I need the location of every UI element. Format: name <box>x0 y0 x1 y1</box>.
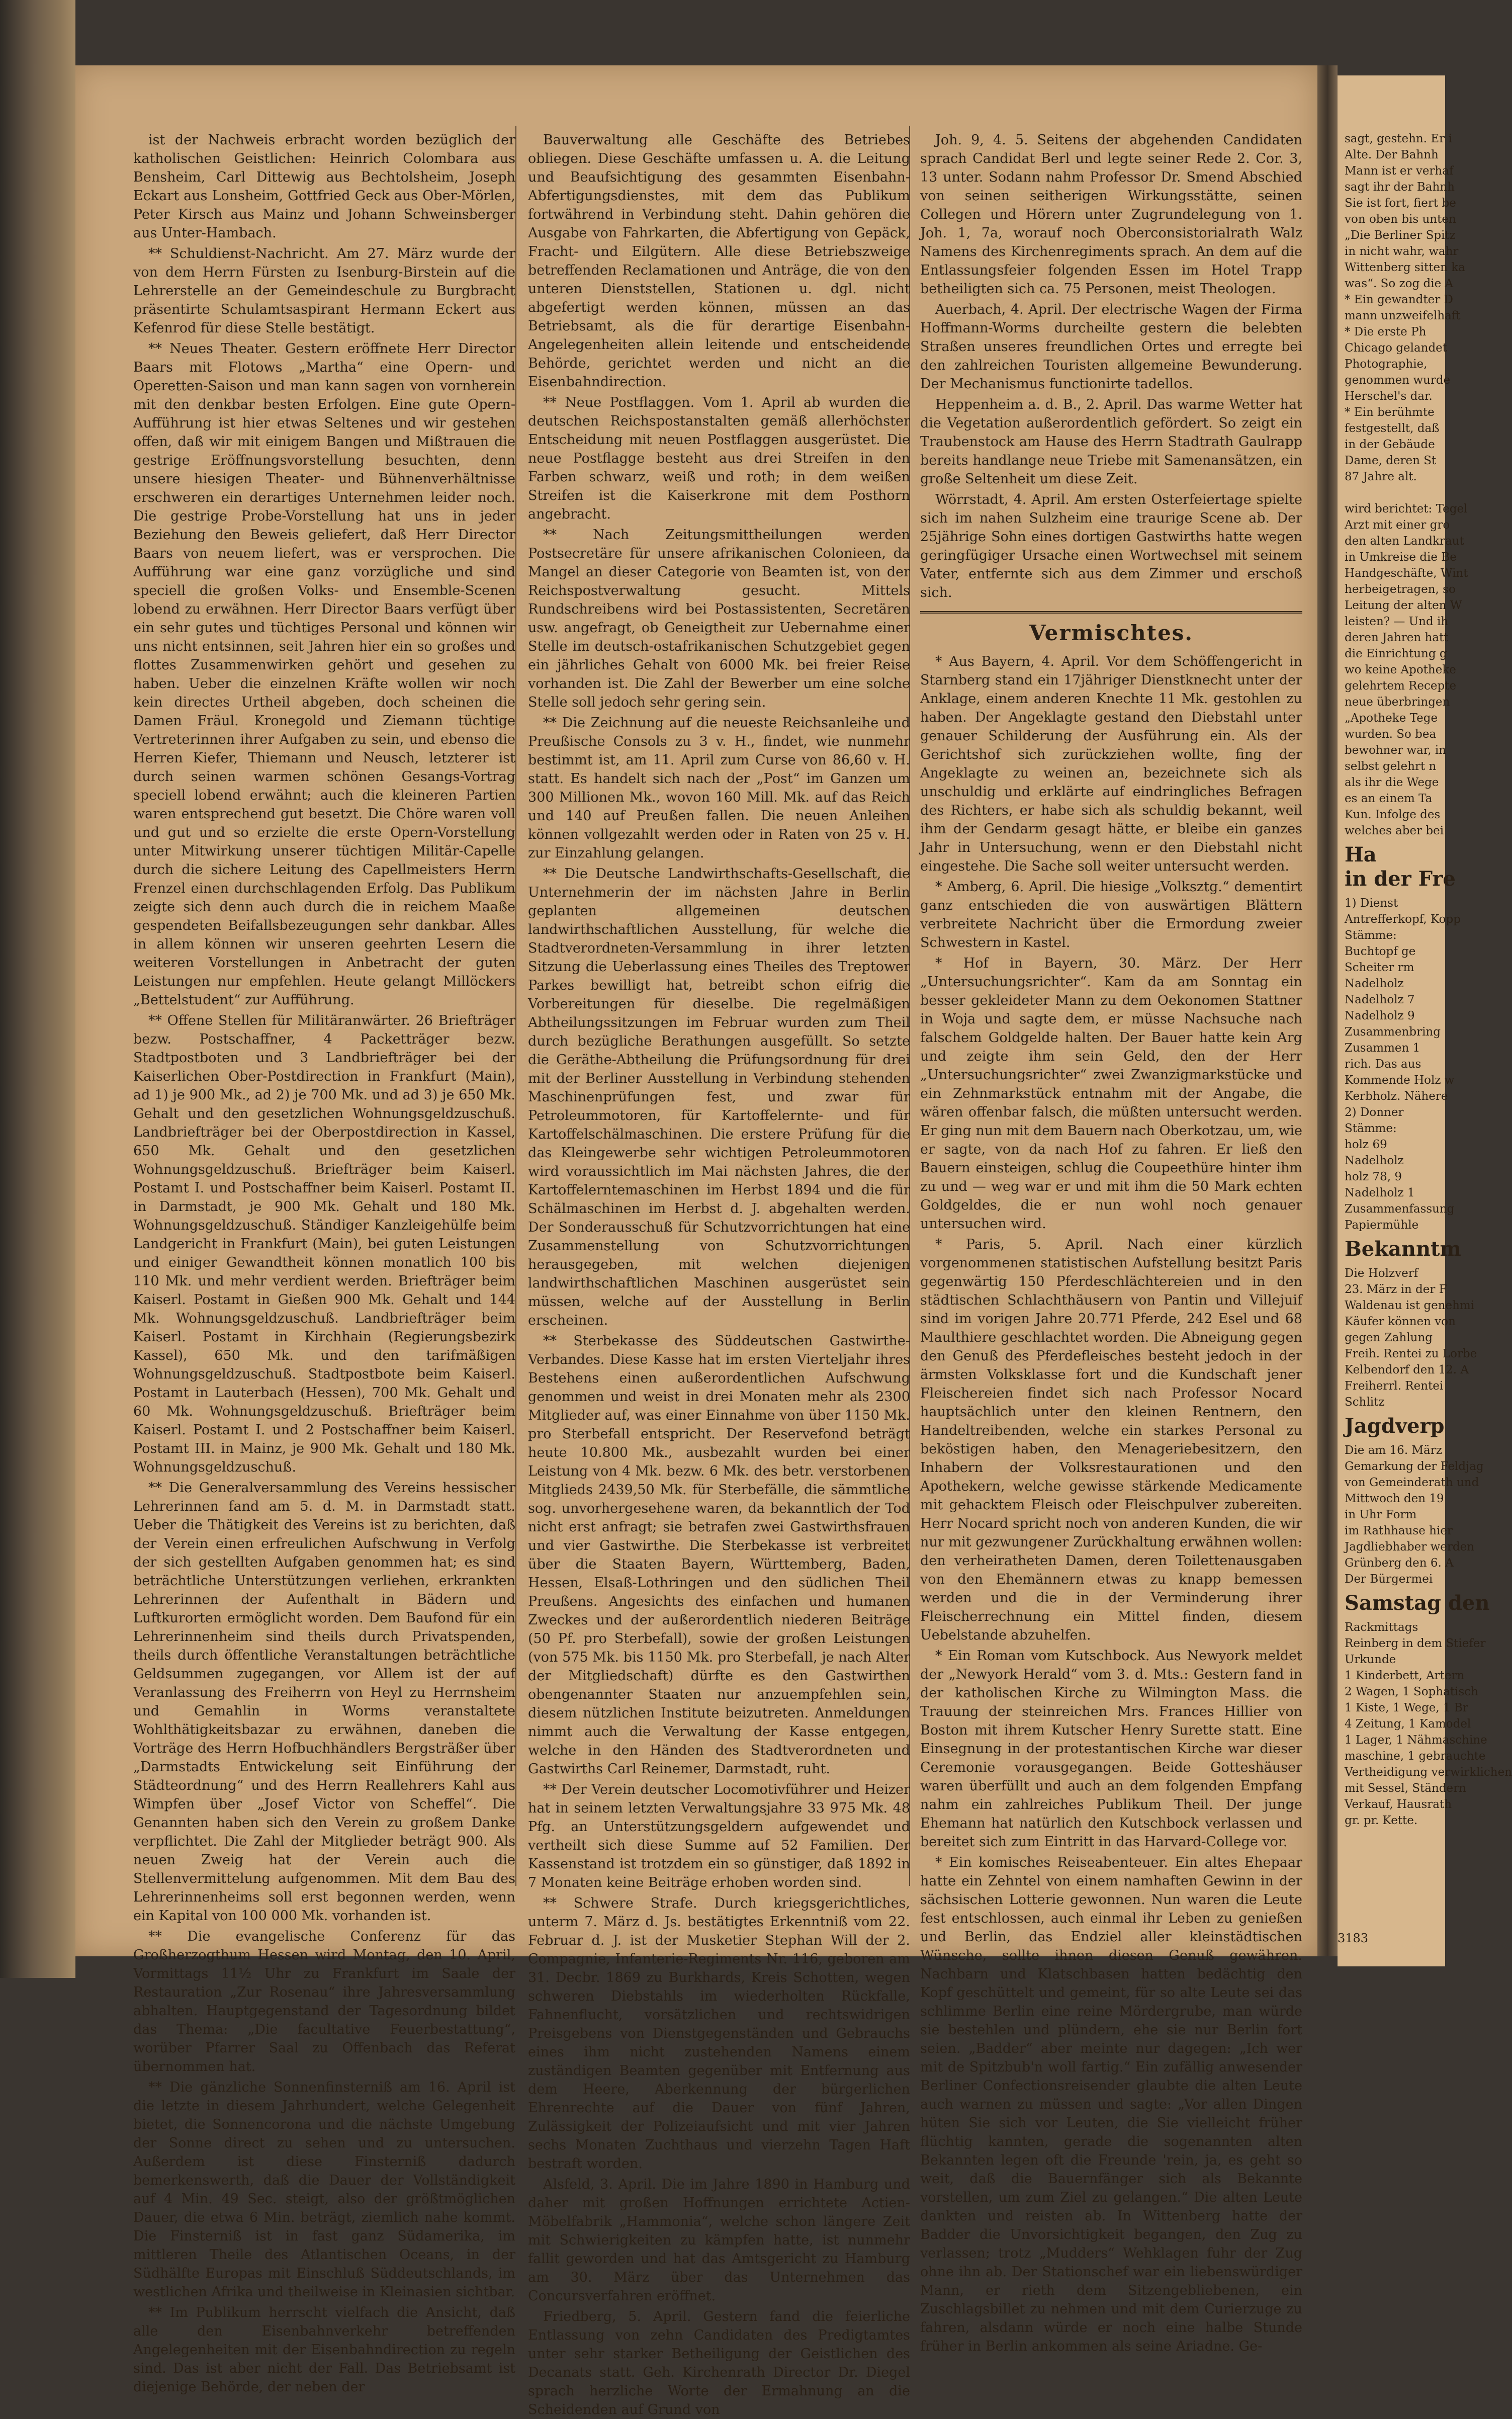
facing-page-line: Zusammenbring <box>1345 1025 1441 1039</box>
facing-page-line: Der Bürgermei <box>1345 1573 1433 1586</box>
facing-page-line: Jagdliebhaber werden <box>1345 1540 1475 1553</box>
facing-page-line: Waldenau ist genehmi <box>1345 1299 1475 1312</box>
facing-page-line: bewohner war, in <box>1345 744 1447 757</box>
facing-page-line: was“. So zog die A <box>1345 277 1454 290</box>
facing-page-line: „Apotheke Tege <box>1345 712 1438 725</box>
facing-page-line: Nadelholz 1 <box>1345 1186 1415 1199</box>
facing-page-line: Vertheidigung verwirklichen <box>1345 1766 1512 1779</box>
facing-page-line: Käufer können von <box>1345 1315 1456 1328</box>
facing-page-line: Jagdverp <box>1345 1414 1445 1438</box>
article-paragraph: * Ein Roman vom Kutschbock. Aus Newyork meldet der „Newyork Herald“ vom 3. d. Mts.: Gestern fand in der katholischen Kirche zu Wilmington Mass. die Trauung der steinreichen Mrs. Frances Hillier von Boston mit ihrem Kutscher Henry Surette statt. Eine Einsegnung in der protestantischen Kirche war dieser Ceremonie vorausgegangen. Beide Gotteshäuser waren überfüllt und auch an dem folgenden Empfang nahm ein zahlreiches Publikum Theil. Der junge Ehemann hat natürlich den Kutschbock verlassen und bereitet sich zum Eintritt in das Harvard-College vor. <box>920 1648 1302 1850</box>
facing-page-line: Ha <box>1345 843 1377 867</box>
facing-page-line: Arzt mit einer gro <box>1345 519 1450 532</box>
facing-page-line: 23. März in der F <box>1345 1283 1447 1296</box>
article-paragraph: ** Nach Zeitungsmittheilungen werden Postsecretäre für unsere afrikanischen Colonieen, da Mangel an dieser Categorie von Beamten ist, von der Reichspostverwaltung gesucht. Mittels Rundschreibens wird bei Postassistenten, Secretären usw. angefragt, ob Geneigtheit zur Uebernahme einer Stelle im deutsch-ostafrikanischen Schutzgebiet gegen ein jährliches Gehalt von 6000 Mk. bei freier Reise vorhanden ist. Die Zahl der Bewerber um eine solche Stelle soll jedoch sehr gering sein. <box>528 527 910 710</box>
facing-page-line: Nadelholz <box>1345 977 1404 990</box>
facing-page-line: Photographie, <box>1345 358 1428 371</box>
facing-page-line: Urkunde <box>1345 1653 1396 1666</box>
facing-page-line: 1 Kiste, 1 Wege, 1 Br <box>1345 1701 1468 1714</box>
facing-page-line: wird berichtet: Tegel <box>1345 502 1468 515</box>
facing-page-line: Scheiter rm <box>1345 961 1414 974</box>
facing-page-line: wo keine Apotheke <box>1345 663 1456 676</box>
article-paragraph: * Ein komisches Reiseabenteuer. Ein altes Ehepaar hatte ein Zehntel von einem namhaften Gewinn in der sächsischen Lotterie gewonnen. Nun waren die Leute fest entschlossen, auch einmal ihr Leben zu genießen und Berlin, das Endziel aller kleinstädtischen Wünsche, sollte ihnen diesen Genuß gewähren. Nachbarn und Klatschbasen hatten bedächtig den Kopf geschüttelt und gemeint, für so alte Leute sei das schlimme Berlin eine reine Mördergrube, man würde sie bestehlen und plündern, ehe sie nur Berlin fort seien. „Badder“ aber meinte nur dagegen: „Ich wer mit de Spitzbub'n woll fartig.“ Ein zufällig anwesender Berliner Confectionsreisender glaubte die alten Leute auch warnen zu müssen und sagte: „Vor allen Dingen hüten Sie sich vor Leuten, die Sie vielleicht früher flüchtig kannten, gerade die sogenannten alten Bekannten legen oft die Freunde 'rein, ja, es geht so weit, daß die Bauernfänger sich als Bekannte vorstellen, um zum Ziel zu gelangen.“ Die alten Leute dankten und reisten ab. In Wittenberg hatte der Badder die Unvorsichtigkeit begangen, den Zug zu verlassen; trotz „Mudders“ Wehklagen fuhr der Zug ohne ihn ab. Der Stationschef war ein liebenswürdiger Mann, er rieth dem Sitzengebliebenen, ein Zuschlagsbillet zu nehmen und mit dem Curierzuge zu fahren, alsdann würde er noch eine halbe Stunde früher in Berlin ankommen als seine Ariadne. Ge- <box>920 1855 1302 2354</box>
facing-page-line: Herschel's dar. <box>1345 390 1433 403</box>
facing-page-line: Gemarkung der Feldjag <box>1345 1460 1484 1473</box>
facing-page-line: mann unzweifelhaft <box>1345 309 1461 322</box>
article-paragraph: * Aus Bayern, 4. April. Vor dem Schöffengericht in Starnberg stand ein 17jähriger Dienstknecht unter der Anklage, einem anderen Knechte 11 Mk. gestohlen zu haben. Der Angeklagte gestand den Diebstahl unter genauer Schilderung der Ausführung ein. Als der Gerichtshof sich zurückziehen wollte, fing der Angeklagte zu weinen an, bezeichnete sich als unschuldig und erklärte auf eindringliches Befragen des Richters, er habe sich als schuldig bekannt, weil ihm der Gendarm gesagt hätte, er bleibe ein ganzes Jahr in Untersuchung, wenn er den Diebstahl nicht eingestehe. Die Sache soll weiter untersucht werden. <box>920 654 1302 874</box>
facing-page-line: Alte. Der Bahnh <box>1345 148 1439 161</box>
facing-page-line: Buchtopf ge <box>1345 945 1416 958</box>
facing-page-line: Antrefferkopf, Kopp <box>1345 913 1461 926</box>
facing-page-line: maschine, 1 gebrauchte <box>1345 1750 1486 1763</box>
article-paragraph: ** Offene Stellen für Militäranwärter. 26 Briefträger bezw. Postschaffner, 4 Packetträger bezw. Stadtpostboten und 3 Landbriefträger bei der Kaiserlichen Ober-Postdirection in Frankfurt (Main), ad 1) je 900 Mk., ad 2) je 700 Mk. und ad 3) je 650 Mk. Gehalt und den gesetzlichen Wohnungsgeldzuschuß. Landbriefträger bei der Oberpostdirection in Kassel, 650 Mk. Gehalt und den gesetzlichen Wohnungsgeldzuschuß. Briefträger beim Kaiserl. Postamt I. und Postschaffner beim Kaiserl. Postamt II. in Darmstadt, je 900 Mk. Gehalt und 180 Mk. Wohnungsgeldzuschuß. Ständiger Kanzleigehülfe beim Landgericht in Frankfurt (Main), bei guten Leistungen und einiger Gewandtheit können monatlich 100 bis 110 Mk. und mehr verdient werden. Briefträger beim Kaiserl. Postamt in Gießen 900 Mk. Gehalt und 144 Mk. Wohnungsgeldzuschuß. Landbriefträger beim Kaiserl. Postamt in Kirchhain (Regierungsbezirk Kassel), 650 Mk. und den tarifmäßigen Wohnungsgeldzuschuß. Stadtpostbote beim Kaiserl. Postamt in Lauterbach (Hessen), 700 Mk. Gehalt und 60 Mk. Wohnungsgeldzuschuß. Briefträger beim Kaiserl. Postamt I. und 2 Postschaffner beim Kaiserl. Postamt III. in Mainz, je 900 Mk. Gehalt und 180 Mk. Wohnungsgeldzuschuß. <box>133 1013 515 1475</box>
article-paragraph: ** Der Verein deutscher Locomotivführer und Heizer hat in seinem letzten Verwaltungsjahre 33 975 Mk. 48 Pfg. an Unterstützungsgeldern aufgewendet und vertheilt sich diese Summe auf 52 Familien. Der Kassenstand ist trotzdem ein so günstiger, daß 1892 in 7 Monaten keine Beiträge erhoben worden sind. <box>528 1782 910 1890</box>
article-paragraph: Bauverwaltung alle Geschäfte des Betriebes obliegen. Diese Geschäfte umfassen u. A. die Leitung und Beaufsichtigung des gesammten Eisenbahn-Abfertigungsdienstes, mit dem das Publikum fortwährend in Verbindung steht. Dahin gehören die Ausgabe von Fahrkarten, die Abfertigung von Gepäck, Fracht- und Eilgütern. Alle diese Betriebszweige betreffenden Reclamationen und Anträge, die von den unteren Dienststellen, Stationen u. dgl. nicht abgefertigt werden können, müssen an das Betriebsamt, als die für derartige Eisenbahn-Angelegenheiten allein leitende und entscheidende Behörde, gerichtet werden und nicht an die Eisenbahndirection. <box>528 132 910 390</box>
facing-page-line: die Einrichtung g <box>1345 647 1447 660</box>
facing-page-line: deren Jahren hatt <box>1345 631 1449 644</box>
facing-page-line: Kommende Holz w <box>1345 1074 1455 1087</box>
article-paragraph: Wörrstadt, 4. April. Am ersten Osterfeiertage spielte sich im nahen Sulzheim eine traurige Scene ab. Der 25jährige Sohn eines dortigen Gastwirths hatte wegen geringfügiger Ursache einen Wortwechsel mit seinem Vater, entfernte sich aus dem Zimmer und erschoß sich. <box>920 492 1302 600</box>
page-number: 3183 <box>1338 1931 1369 1945</box>
facing-page-line: Nadelholz <box>1345 1154 1404 1167</box>
facing-page-line: Zusammen 1 <box>1345 1042 1420 1055</box>
facing-page-line: von Gemeinderath und <box>1345 1476 1479 1489</box>
article-paragraph: Joh. 9, 4. 5. Seitens der abgehenden Candidaten sprach Candidat Berl und legte seiner Rede 2. Cor. 3, 13 unter. Sodann nahm Professor Dr. Smend Abschied von seinen seitherigen Wirkungsstätte, seinen Collegen und Hörern unter Zugrundelegung von 1. Joh. 1, 7a, worauf noch Oberconsistorialrath Walz Namens des Kirchenregiments sprach. An dem auf die Entlassungsfeier folgenden Essen im Hotel Trapp betheiligten sich ca. 75 Personen, meist Theologen. <box>920 132 1302 297</box>
article-paragraph: ** Die Zeichnung auf die neueste Reichsanleihe und Preußische Consols zu 3 v. H., findet, wie nunmehr bestimmt ist, am 11. April zum Curse von 86,60 v. H. statt. Es handelt sich nach der „Post“ im Ganzen um 300 Millionen Mk., wovon 160 Mill. Mk. auf das Reich und 140 auf Preußen fallen. Die neuen Anleihen können vollgezahlt werden oder in Raten von 25 v. H. zur Einzahlung gelangen. <box>528 715 910 861</box>
facing-page-line: Chicago gelandet <box>1345 341 1448 355</box>
facing-page-line: festgestellt, daß <box>1345 422 1440 435</box>
article-paragraph: Alsfeld, 3. April. Die im Jahre 1890 in Hamburg und daher mit großen Hoffnungen errichtete Actien-Möbelfabrik „Hammonia“, welche schon längere Zeit mit Schwierigkeiten zu kämpfen hatte, ist nunmehr fallit geworden und hat das Amtsgericht zu Hamburg am 30. März über das Unternehmen das Concursverfahren eröffnet. <box>528 2177 910 2304</box>
article-paragraph: * Hof in Bayern, 30. März. Der Herr „Untersuchungsrichter“. Kam da am Sonntag ein besser gekleideter Mann zu dem Oekonomen Stattner in Woja und sagte dem, er müsse Nachsuche nach falschem Goldgelde halten. Der Bauer hatte kein Arg und zeigte ihm sein Geld, den der Herr „Untersuchungsrichter“ zwei Zwanzigmarkstücke und ein Zehnmarkstück entnahm mit der Angabe, die wären offenbar falsch, die müßten untersucht werden. Er ging nun mit dem Bauern nach Oberkotzau, um, wie er sagte, von da nach Hof zu fahren. Er ließ den Bauern einsteigen, schlug die Coupeethüre hinter ihm zu und — weg war er und mit ihm die 50 Mark echten Goldgeldes, die er nun wohl noch genauer untersuchen wird. <box>920 956 1302 1232</box>
facing-page-line: es an einem Ta <box>1345 792 1433 805</box>
miscellaneous-news <box>920 652 1302 2356</box>
facing-page-line: welches aber bei <box>1345 824 1444 837</box>
facing-page-line: 4 Zeitung, 1 Kamodel <box>1345 1717 1471 1731</box>
article-column-2 <box>528 131 910 2417</box>
article-paragraph: Heppenheim a. d. B., 2. April. Das warme Wetter hat die Vegetation außerordentlich gefördert. So zeigt ein Traubenstock am Hause des Herrn Stadtrath Gaulrapp bereits handlange neue Triebe mit Samenansätzen, ein große Seltenheit um diese Zeit. <box>920 397 1302 487</box>
article-paragraph: ** Die gänzliche Sonnenfinsterniß am 16. April ist die letzte in diesem Jahrhundert, welche Gelegenheit bietet, die Sonnencorona und die nächste Umgebung der Sonne direct zu sehen und zu untersuchen. Außerdem ist diese Finsterniß dadurch bemerkenswerth, daß die Dauer der Vollständigkeit auf 4 Min. 49 Sec. steigt, also der größtmöglichen Dauer, die etwa 6 Min. beträgt, ziemlich nahe kommt. Die Finsterniß ist in fast ganz Südamerika, im mittleren Theile des Atlantischen Oceans, in der Südhälfte Europas mit Einschluß Süddeutschlands, im westlichen Afrika und theilweise in Kleinasien sichtbar. <box>133 2080 515 2300</box>
book-binding <box>0 0 75 1978</box>
article-paragraph: ** Die Generalversammlung des Vereins hessischer Lehrerinnen fand am 5. d. M. in Darmstadt statt. Ueber die Thätigkeit des Vereins ist zu berichten, daß der Verein einen erfreulichen Aufschwung in Verfolg der sich gestellten Aufgaben genommen hat; es sind beträchtliche Unterstützungen verliehen, erkrankten Lehrerinnen der Aufenthalt in Bädern und Luftkurorten ermöglicht worden. Dem Baufond für ein Lehrerinnenheim sind theils durch Privatspenden, theils durch öffentliche Veranstaltungen beträchtliche Geldsummen zugegangen, vor Allem ist der auf Veranlassung des Freiherrn von Heyl zu Herrnsheim und Gemahlin in Worms veranstaltete Wohlthätigkeitsbazar zu erwähnen, daneben die Vorträge des Herrn Hofbuchhändlers Bergsträßer über „Darmstadts Entwickelung seit Einführung der Städteordnung“ und des Herrn Reallehrers Kahl aus Wimpfen über „Josef Victor von Scheffel“. Die Genannten haben sich den Verein zu großem Danke verpflichtet. Die Zahl der Mitglieder beträgt 900. Als neuen Zweig hat der Verein auch die Stellenvermittelung aufgenommen. Mit dem Bau des Lehrerinnenheims soll erst begonnen werden, wenn ein Kapital von 100 000 Mk. vorhanden ist. <box>133 1480 515 1924</box>
facing-page-line: sagt ihr der Bahnh <box>1345 181 1455 194</box>
facing-page-line: Grünberg den 6. A <box>1345 1557 1454 1570</box>
facing-page-line: 2 Wagen, 1 Sophatisch <box>1345 1685 1478 1698</box>
article-paragraph: ** Die Deutsche Landwirthschafts-Gesellschaft, die Unternehmerin der im nächsten Jahre in Berlin geplanten allgemeinen deutschen landwirthschaftlichen Ausstellung, für welche die Stadtverordneten-Versammlung in ihrer letzten Sitzung die Ueberlassung eines Theiles des Treptower Parkes bewilligt hat, betreibt schon eifrig die Vorbereitungen für dieselbe. Die regelmäßigen Abtheilungssitzungen im Februar wurden zum Theil durch bezügliche Berathungen ausgefüllt. So setzte die Geräthe-Abtheilung die Prüfungsordnung für drei mit der Berliner Ausstellung in Verbindung stehenden Maschinenprüfungen fest, und zwar für Petroleummotoren, für Kartoffelernte- und für Kartoffelschälmaschinen. Die erstere Prüfung für die das Kleingewerbe sehr wichtigen Petroleummotoren wird voraussichtlich im Mai nächsten Jahres, die der Kartoffelerntemaschinen im Herbst 1894 und die für Schälmaschinen im Herbst d. J. abgehalten werden. Der Sonderausschuß für Schutzvorrichtungen hat eine Zusammenstellung von Schutzvorrichtungen herausgegeben, mit welchen diejenigen landwirthschaftlichen Maschinen ausgerüstet sein müssen, welche auf der Ausstellung in Berlin erscheinen. <box>528 866 910 1328</box>
facing-page-line: Nadelholz 7 <box>1345 993 1415 1006</box>
facing-page-line: Rackmittags <box>1345 1621 1418 1634</box>
facing-page-line: von oben bis unten <box>1345 213 1456 226</box>
facing-page-line: holz 69 <box>1345 1138 1387 1151</box>
facing-page-line: Nadelholz 9 <box>1345 1009 1415 1022</box>
facing-page-line: in nicht wahr, wahr <box>1345 245 1459 258</box>
facing-page-line: gelehrtem Recepte <box>1345 679 1457 693</box>
regional-news <box>920 131 1302 602</box>
facing-page-line: sagt, gestehn. Er i <box>1345 132 1452 145</box>
facing-page-line: Mann ist er verhaf <box>1345 164 1454 178</box>
section-heading: Vermischtes. <box>1029 621 1194 645</box>
facing-page-line: Zusammenfassung <box>1345 1202 1455 1216</box>
facing-page-line: „Die Berliner Spitz <box>1345 229 1456 242</box>
article-paragraph: ** Die evangelische Conferenz für das Großherzogthum Hessen wird Montag, den 10. April, Vormittags 11½ Uhr zu Frankfurt im Saale der Restauration „Zur Rosenau“ ihre Jahresversammlung abhalten. Hauptgegenstand der Tagesordnung bildet das Thema: „Die facultative Feuerbestattung“, worüber Pfarrer Saal zu Offenbach das Referat übernommen hat. <box>133 1929 515 2075</box>
facing-page-line: * Die erste Ph <box>1345 325 1427 338</box>
facing-page-line: Kelbendorf den 12. A <box>1345 1363 1469 1376</box>
section-divider <box>920 611 1302 614</box>
article-paragraph: ** Schwere Strafe. Durch kriegsgerichtliches, unterm 7. März d. Js. bestätigtes Erkenntniß vom 22. Februar d. J. ist der Musketier Stephan Will der 2. Compagnie, Infanterie-Regiments Nr. 116, geboren am 31. Decbr. 1869 zu Burkhards, Kreis Schotten, wegen schweren Diebstahls im wiederholten Rückfalle, Fahnenflucht, vorsätzlichen und rechtswidrigen Preisgebens von Dienstgegenständen und Gebrauchs eines ihm nicht zustehenden Namens einem zuständigen Beamten gegenüber mit Entfernung aus dem Heere, Aberkennung der bürgerlichen Ehrenrechte auf die Dauer von fünf Jahren, Zulässigkeit der Polizeiaufsicht und mit vier Jahren sechs Monaten Zuchthaus und vierzehn Tagen Haft bestraft worden. <box>528 1895 910 2172</box>
facing-page-line: Wittenberg sitten ka <box>1345 261 1465 274</box>
facing-page-text <box>1345 131 1512 1829</box>
article-paragraph: ist der Nachweis erbracht worden bezüglich der katholischen Geistlichen: Heinrich Colombara aus Bensheim, Carl Dittewig aus Bechtolsheim, Joseph Eckart aus Lonsheim, Gottfried Geck aus Ober-Mörlen, Peter Kirsch aus Mainz und Johann Schweinsberger aus Unter-Hambach. <box>133 132 515 241</box>
facing-page-line: Dame, deren St <box>1345 454 1437 467</box>
facing-page-line: Bekanntm <box>1345 1237 1461 1261</box>
facing-page-line: Kerbholz. Nähere <box>1345 1090 1448 1103</box>
facing-page-line: Die am 16. März <box>1345 1444 1442 1457</box>
facing-page-line: 87 Jahre alt. <box>1345 470 1417 483</box>
facing-page-line: Die Holzverf <box>1345 1267 1418 1280</box>
facing-page-line: Kun. Infolge des <box>1345 808 1441 821</box>
facing-page-line: neue überbringen <box>1345 696 1450 709</box>
facing-page-line: in Umkreise die Be <box>1345 551 1457 564</box>
facing-page-line: in Uhr Form <box>1345 1508 1417 1521</box>
facing-page-line: * Ein gewandter D <box>1345 293 1453 306</box>
facing-page-line: in der Gebäude <box>1345 438 1435 451</box>
column-rule <box>515 126 516 1886</box>
article-paragraph: Auerbach, 4. April. Der electrische Wagen der Firma Hoffmann-Worms durcheilte gestern die belebten Straßen unseres freundlichen Ortes und erregte bei den zahlreichen Touristen allgemeine Bewunderung. Der Mechanismus functionirte tadellos. <box>920 302 1302 392</box>
facing-page-line: leisten? — Und ih <box>1345 615 1449 628</box>
facing-page-line: * Ein berühmte <box>1345 406 1435 419</box>
article-paragraph: * Paris, 5. April. Nach einer kürzlich vorgenommenen statistischen Aufstellung besitzt Paris gegenwärtig 150 Pferdeschlächtereien und in den städtischen Schlachthäusern von Pantin und Villejuif sind im vorigen Jahre 20.771 Pferde, 242 Esel und 68 Maulthiere geschlachtet worden. Die Abneigung gegen den Genuß des Pferdefleisches besteht jedoch in der ärmsten Volksklasse fort und die Kundschaft jener Fleischereien findet sich nach Professor Nocard hauptsächlich unter den kleinen Rentnern, den Handeltreibenden, welche ein starkes Personal zu beköstigen haben, den Menageriebesitzern, den Inhabern der Volksrestaurationen und den Apothekern, welche gewisse stärkende Medicamente mit gehacktem Fleisch oder Fleischpulver zubereiten. Herr Nocard spricht noch von anderen Kunden, die wir nur mit gezwungener Zurückhaltung erwähnen wollen: den verheiratheten Damen, deren Toilettenausgaben von den Ehemännern etwas zu knapp bemessen werden und die in der Verminderung ihrer Fleischerrechnung ein Mittel finden, diesem Uebelstande abzuhelfen. <box>920 1237 1302 1643</box>
article-paragraph: ** Sterbekasse des Süddeutschen Gastwirthe-Verbandes. Diese Kasse hat im ersten Vierteljahr ihres Bestehens einen außerordentlichen Aufschwung genommen und weist in drei Monaten mehr als 2300 Mitglieder auf, was einer Einnahme von über 1150 Mk. pro Sterbefall entspricht. Der Reservefond beträgt heute 10.800 Mk., ausbezahlt wurden bei einer Leistung von 4 Mk. bezw. 6 Mk. des betr. verstorbenen Mitglieds 2439,50 Mk. für Sterbefälle, die sämmtliche sog. unvorhergesehene waren, da bekanntlich der Tod nicht erst anfragt; sie betrafen zwei Gastwirthsfrauen und vier Gastwirthe. Die Sterbekasse ist verbreitet über die Staaten Bayern, Württemberg, Baden, Hessen, Elsaß-Lothringen und den südlichen Theil Preußens. Angesichts des einfachen und humanen Zweckes und der außerordentlich niederen Beiträge (50 Pf. pro Sterbefall), sowie der großen Leistungen (von 575 Mk. bis 1150 Mk. pro Sterbefall, je nach Alter der Mitgliedschaft) dürfte es den Gastwirthen obengenannter Staaten nur anzuempfehlen sein, diesem nützlichen Institute beizutreten. Anmeldungen nimmt auch die Verwaltung der Kasse entgegen, welche in den Händen des Stadtverordneten und Gastwirths Carl Reinemer, Darmstadt, ruht. <box>528 1333 910 1777</box>
facing-page-line: den alten Landkraut <box>1345 535 1464 548</box>
facing-page-line: 1) Dienst <box>1345 897 1398 910</box>
facing-page-line: gegen Zahlung <box>1345 1331 1433 1344</box>
facing-page-line: Verkauf, Hausrath <box>1345 1798 1452 1811</box>
book-gutter <box>1317 65 1338 1956</box>
facing-page-line: im Rathhause hier <box>1345 1524 1453 1537</box>
facing-page-line: genommen wurde <box>1345 374 1451 387</box>
facing-page-line: Freih. Rentei zu Lorbe <box>1345 1347 1477 1360</box>
facing-page-line: Stämme: <box>1345 929 1397 942</box>
facing-page-line <box>1345 485 1445 501</box>
facing-page-line: Papiermühle <box>1345 1219 1419 1232</box>
facing-page-line: Samstag den <box>1345 1591 1490 1615</box>
article-paragraph: ** Im Publikum herrscht vielfach die Ansicht, daß alle den Eisenbahnverkehr betreffenden Angelegenheiten mit der Eisenbahndirection zu regeln sind. Das ist aber nicht der Fall. Das Betriebsamt ist diejenige Behörde, der neben der <box>133 2305 515 2395</box>
facing-page-line: wurden. So bea <box>1345 728 1437 741</box>
facing-page-line: Sie ist fort, fiert be <box>1345 197 1456 210</box>
article-paragraph: Friedberg, 5. April. Gestern fand die feierliche Entlassung von zehn Candidaten des Predigtamtes unter sehr starker Betheiligung der Geistlichen des Decanats statt. Geh. Kirchenrath Director Dr. Diegel sprach herzliche Worte der Ermahnung an die Scheidenden auf Grund von <box>528 2309 910 2417</box>
facing-page-line: Freiherrl. Rentei <box>1345 1379 1444 1393</box>
facing-page-line: 2) Donner <box>1345 1106 1404 1119</box>
article-paragraph: ** Schuldienst-Nachricht. Am 27. März wurde der von dem Herrn Fürsten zu Isenburg-Birstein auf die Lehrerstelle an der Gemeindeschule zu Burgbracht präsentirte Schulamtsaspirant Hermann Eckert aus Kefenrod für diese Stelle bestätigt. <box>133 246 515 336</box>
facing-page-line: 1 Kinderbett, Artern <box>1345 1669 1465 1682</box>
article-column-3 <box>920 131 1302 2354</box>
facing-page-line: rich. Das aus <box>1345 1058 1421 1071</box>
facing-page-line: Mittwoch den 19 <box>1345 1492 1444 1505</box>
facing-page-line: holz 78, 9 <box>1345 1170 1402 1183</box>
facing-page-line: Leitung der alten W <box>1345 599 1462 612</box>
facing-page-line: in der Fre <box>1345 867 1456 891</box>
facing-page-line: 1 Lager, 1 Nähmaschine <box>1345 1734 1487 1747</box>
facing-page-line: Reinberg in dem Stiefer <box>1345 1637 1486 1650</box>
facing-page <box>1338 75 1512 1966</box>
article-column-1 <box>133 131 515 2395</box>
article-paragraph: ** Neues Theater. Gestern eröffnete Herr Director Baars mit Flotows „Martha“ eine Opern- und Operetten-Saison und man kann sagen von vornherein mit den denkbar besten Erfolgen. Eine gute Opern-Aufführung ist hier etwas Seltenes und wir gestehen offen, daß wir mit einigem Bangen und Mißtrauen die gestrige Eröffnungsvorstellung besuchten, denn unsere hiesigen Theater- und Bühnenverhältnisse erschweren ein derartiges Unternehmen leider noch. Die gestrige Probe-Vorstellung hat uns in jeder Beziehung den Beweis geliefert, daß Herr Director Baars von neuem liefert, was er versprochen. Die Aufführung war eine ganz vorzügliche und sind speciell die großen Volks- und Ensemble-Scenen lobend zu erwähnen. Herr Director Baars verfügt über ein sehr gutes und tüchtiges Personal und können wir uns nicht entsinnen, seit Jahren hier ein so großes und flottes Zusammenwirken gehört und gesehen zu haben. Ueber die einzelnen Kräfte wollen wir noch kein directes Urtheil abgeben, doch scheinen die Damen Fräul. Kronegold und Ziemann tüchtige Vertreterinnen ihrer Aufgaben zu sein, und ebenso die Herren Kiefer, Thiemann und Neusch, letzterer ist durch seinen warmen schönen Gesangs-Vortrag speciell lobend erwähnt; auch die kleineren Partien waren entsprechend gut besetzt. Die Chöre waren voll und gut und so erzielte die erste Opern-Vorstellung unter Mitwirkung unserer tüchtigen Militär-Capelle durch die sichere Leitung des Capellmeisters Herrn Frenzel einen durchschlagenden Erfolg. Das Publikum zeigte sich denn auch durch die in reichem Maaße gespendeten Beifallsbezeugungen sehr dankbar. Alles in allem können wir unseren geehrten Lesern die weiteren Vorstellungen in Anbetracht der guten Leistungen nur empfehlen. Heute gelangt Millöckers „Bettelstudent“ zur Aufführung. <box>133 341 515 1008</box>
article-paragraph: * Amberg, 6. April. Die hiesige „Volksztg.“ dementirt ganz entschieden die von auswärtigen Blättern verbreitete Nachricht über die Ermordung zweier Schwestern in Kastel. <box>920 879 1302 951</box>
facing-page-line: herbeigetragen, so <box>1345 583 1456 596</box>
facing-page-line: Stämme: <box>1345 1122 1397 1135</box>
facing-page-line: mit Sessel, Ständern <box>1345 1782 1466 1795</box>
facing-page-line: Handgeschäfte, Wint <box>1345 567 1468 580</box>
facing-page-line: gr. pr. Kette. <box>1345 1814 1418 1827</box>
facing-page-line: selbst gelehrt n <box>1345 760 1437 773</box>
facing-page-line: als ihr die Wege <box>1345 776 1439 789</box>
facing-page-line: Schlitz <box>1345 1396 1385 1409</box>
article-paragraph: ** Neue Postflaggen. Vom 1. April ab wurden die deutschen Reichspostanstalten gemäß allerhöchster Entscheidung mit neuen Postflaggen ausgerüstet. Die neue Postflagge besteht aus drei Streifen in den Farben schwarz, weiß und roth; in dem weißen Streifen ist die Kaiserkrone mit dem Posthorn angebracht. <box>528 395 910 522</box>
